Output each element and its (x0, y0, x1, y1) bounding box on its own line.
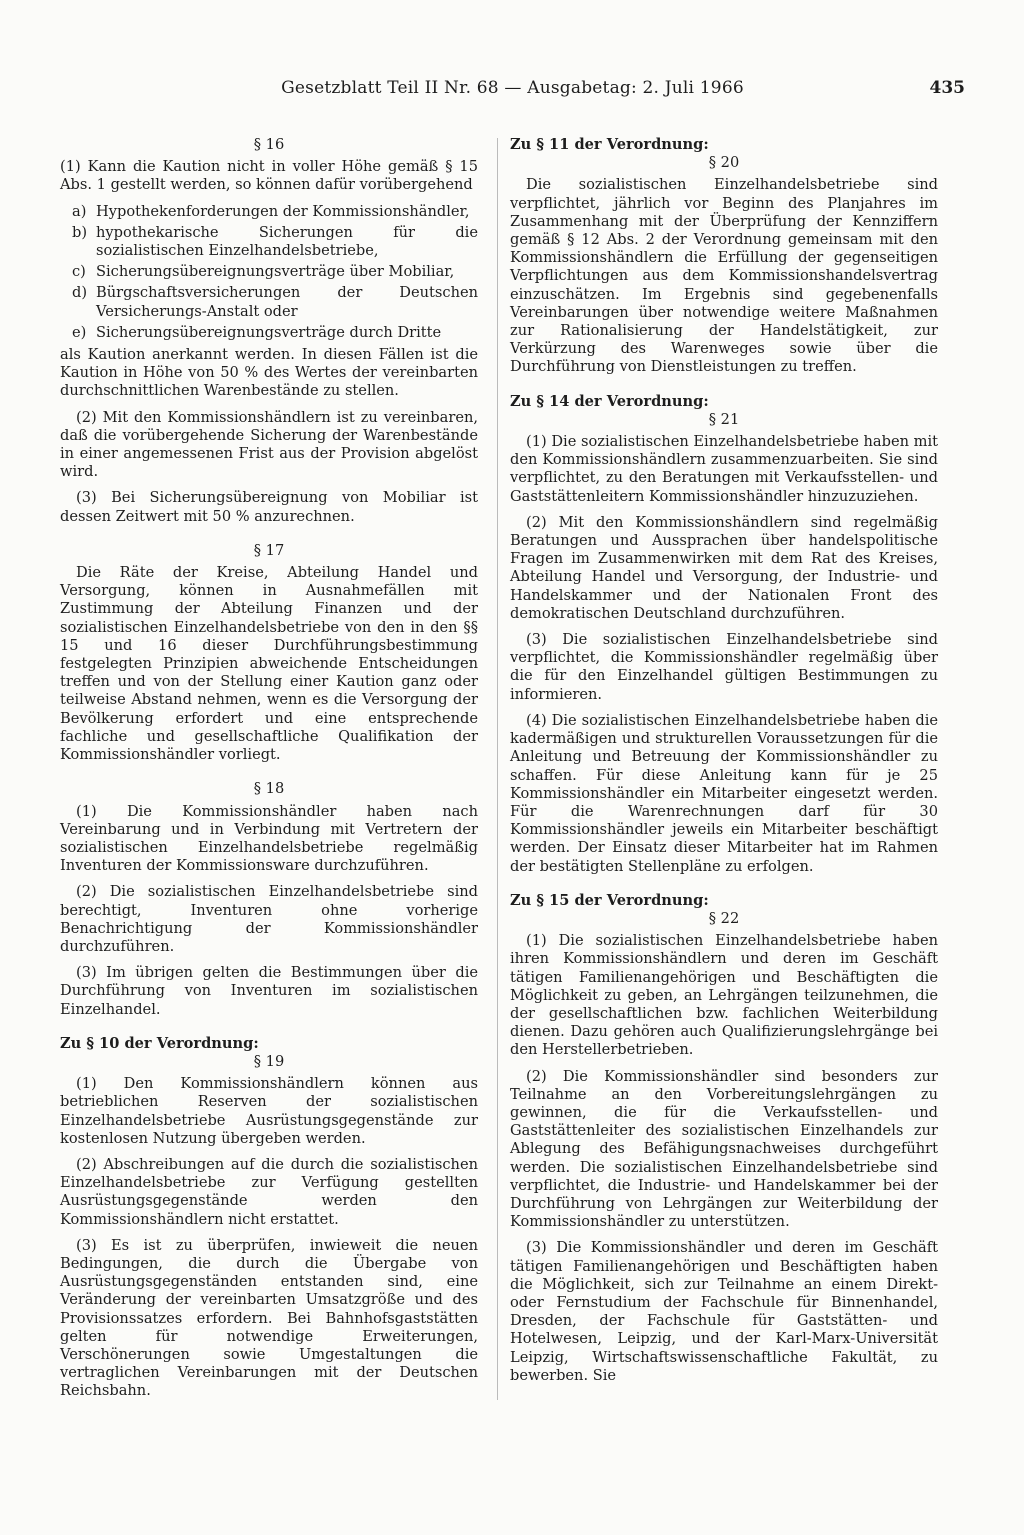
page-number: 435 (929, 78, 965, 98)
list-item (60, 224, 478, 260)
page-header (60, 78, 965, 106)
s21-paragraph-2: (2) Mit den Kommissionshändlern sind regelmäßig Beratungen und Aussprachen über handelspolitische Fragen im Zusammenwirken mit dem Rat des Kreises, Abteilung Handel und Versorgung, der Industrie- und Handelskammer und der Nationalen Front des demokratischen Deutschland durchzuführen. (510, 513, 938, 622)
heading-zu-10: Zu § 10 der Verordnung: (60, 1034, 259, 1052)
s17-paragraph-1: Die Räte der Kreise, Abteilung Handel und Versorgung, können in Ausnahmefällen mit Zustimmung der Abteilung Finanzen und der sozialistischen Einzelhandelsbetriebe von den in den §§ 15 und 16 dieser Durchführungsbestimmung festgelegten Prinzipien abweichende Entscheidungen treffen und von der Stellung einer Kaution ganz oder teilweise Abstand nehmen, wenn es die Versorgung der Bevölkerung erfordert und eine entsprechende fachliche und gesellschaftliche Qualifikation der Kommissionshändler vorliegt. (60, 564, 478, 764)
item-text: Sicherungsübereignungsverträge über Mobiliar, (96, 263, 455, 281)
s21-paragraph-4: (4) Die sozialistischen Einzelhandelsbetriebe haben die kadermäßigen und strukturellen Voraussetzungen für die Anleitung und Betreuung der Kommissionshändler zu schaffen. Für diese Anleitung kann für je 25 Kommissionshändler ein Mitarbeiter eingesetzt werden. Für die Warenrechnungen darf für 30 Kommissionshändler jeweils ein Mitarbeiter beschäftigt werden. Der Einsatz dieser Mitarbeiter hat im Rahmen der bestätigten Stellenpläne zu erfolgen. (510, 711, 938, 875)
s21-paragraph-1: (1) Die sozialistischen Einzelhandelsbetriebe haben mit den Kommissionshändlern zusammenzuarbeiten. Sie sind verpflichtet, zu den Beratungen mit Verkaufsstellen- und Gaststättenleitern Kommissionshändler hinzuzuziehen. (510, 433, 938, 505)
s21-paragraph-3: (3) Die sozialistischen Einzelhandelsbetriebe sind verpflichtet, die Kommissionshändler regelmäßig über die für den Einzelhandel gültigen Bestimmungen zu informieren. (510, 631, 938, 703)
s16-item-list (60, 203, 478, 342)
heading-zu-15: Zu § 15 der Verordnung: (510, 891, 709, 909)
section-title-17: § 17 (253, 541, 285, 559)
item-text: Bürgschaftsversicherungen der Deutschen Versicherungs-Anstalt oder (96, 284, 478, 320)
item-text: Hypothekenforderungen der Kommissionshändler, (96, 202, 470, 220)
s18-paragraph-2: (2) Die sozialistischen Einzelhandelsbetriebe sind berechtigt, Inventuren ohne vorherige Benachrichtigung der Kommissionshändler durchzuführen. (60, 883, 478, 955)
item-label: d) (72, 284, 88, 302)
list-item (60, 203, 478, 221)
section-title-22: § 22 (708, 909, 740, 927)
item-label: b) (72, 223, 88, 241)
s18-paragraph-1: (1) Die Kommissionshändler haben nach Vereinbarung und in Verbindung mit Vertretern der sozialistischen Einzelhandelsbetriebe regelmäßig Inventuren der Kommissionsware durchzuführen. (60, 802, 478, 875)
section-title-16: § 16 (253, 136, 285, 153)
s18-paragraph-3: (3) Im übrigen gelten die Bestimmungen über die Durchführung von Inventuren im sozialistischen Einzelhandel. (60, 964, 478, 1018)
item-text: hypothekarische Sicherungen für die sozialistischen Einzelhandelsbetriebe, (96, 223, 478, 260)
s16-paragraph-1-intro: (1) Kann die Kaution nicht in voller Höhe gemäß § 15 Abs. 1 gestellt werden, so können dafür vorübergehend (60, 158, 478, 194)
list-item (60, 263, 478, 281)
section-title-21: § 21 (708, 410, 740, 428)
item-text: Sicherungsübereignungsverträge durch Dritte (96, 323, 442, 341)
section-title-18: § 18 (253, 780, 285, 798)
s19-paragraph-3: (3) Es ist zu überprüfen, inwieweit die neuen Bedingungen, die durch die Übergabe von Ausrüstungsgegenständen entstanden sind, eine Veränderung der vereinbarten Umsatzgröße und des Provisionssatzes erfordern. Bei Bahnhofsgaststätten gelten für notwendige Erweiterungen, Verschönerungen sowie Umgestaltungen die vertraglichen Vereinbarungen mit der Deutschen Reichsbahn. (60, 1236, 478, 1400)
item-label: a) (72, 202, 87, 220)
list-item (60, 284, 478, 320)
s22-paragraph-2: (2) Die Kommissionshändler sind besonders zur Teilnahme an den Vorbereitungslehrgängen zu gewinnen, die für die Verkaufsstellen- und Gaststättenleiter des sozialistischen Einzelhandels zur Ablegung des Befähigungsnachweises durchgeführt werden. Die sozialistischen Einzelhandelsbetriebe sind verpflichtet, die Industrie- und Handelskammer bei der Durchführung von Lehrgängen zur Weiterbildung der Kommissionshändler zu unterstützen. (510, 1067, 938, 1231)
item-label: c) (72, 263, 86, 281)
item-label: e) (72, 323, 87, 341)
s22-paragraph-1: (1) Die sozialistischen Einzelhandelsbetriebe haben ihren Kommissionshändlern und deren im Geschäft tätigen Familienangehörigen und Beschäftigten die Möglichkeit zu geben, an Lehrgängen teilzunehmen, die der gesellschaftlichen bzw. fachlichen Weiterbildung dienen. Dazu gehören auch Qualifizierungslehrgänge bei den Herstellerbetrieben. (510, 932, 938, 1059)
s19-paragraph-1: (1) Den Kommissionshändlern können aus betrieblichen Reserven der sozialistischen Einzelhandelsbetriebe Ausrüstungsgegenstände zur kostenlosen Nutzung übergeben werden. (60, 1075, 478, 1147)
left-column (60, 136, 478, 1409)
header-title: Gesetzblatt Teil II Nr. 68 — Ausgabetag: 2. Juli 1966 (281, 78, 744, 98)
s20-paragraph-1: Die sozialistischen Einzelhandelsbetriebe sind verpflichtet, jährlich vor Beginn des Planjahres im Zusammenhang mit der Überprüfung der Kennziffern gemäß § 12 Abs. 2 der Verordnung gemeinsam mit den Kommissionshändlern die Erfüllung der gegenseitigen Verpflichtungen aus dem Kommissionshandelsvertrag einzuschätzen. Im Ergebnis sind gegebenenfalls Vereinbarungen über notwendige weitere Maßnahmen zur Rationalisierung der Handelstätigkeit, zur Verkürzung des Warenweges sowie über die Durchführung von Dienstleistungen zu treffen. (510, 176, 938, 376)
s22-paragraph-3: (3) Die Kommissionshändler und deren im Geschäft tätigen Familienangehörigen und Beschäftigten haben die Möglichkeit, sich zur Teilnahme an einem Direkt- oder Fernstudium der Fachschule für Binnenhandel, Dresden, der Fachschule für Gaststätten- und Hotelwesen, Leipzig, und der Karl-Marx-Universität Leipzig, Wirtschaftswissenschaftliche Fakultät, zu bewerben. Sie (510, 1239, 938, 1384)
s16-paragraph-3: (3) Bei Sicherungsübereignung von Mobiliar ist dessen Zeitwert mit 50 % anzurechnen. (60, 489, 478, 525)
s19-paragraph-2: (2) Abschreibungen auf die durch die sozialistischen Einzelhandelsbetriebe zur Verfügung gestellten Ausrüstungsgegenstände werden den Kommissionshändlern nicht erstattet. (60, 1155, 478, 1228)
heading-zu-11: Zu § 11 der Verordnung: (510, 136, 709, 153)
list-item (60, 324, 478, 342)
s16-paragraph-1-close: als Kaution anerkannt werden. In diesen Fällen ist die Kaution in Höhe von 50 % des Wertes der vereinbarten durchschnittlichen Warenbestände zu stellen. (60, 346, 478, 400)
right-column (510, 136, 938, 1393)
heading-zu-14: Zu § 14 der Verordnung: (510, 392, 709, 410)
s16-paragraph-2: (2) Mit den Kommissionshändlern ist zu vereinbaren, daß die vorübergehende Sicherung der Warenbestände in einer angemessenen Frist aus der Provision abgelöst wird. (60, 408, 478, 481)
column-divider (497, 138, 498, 1400)
section-title-19: § 19 (253, 1052, 285, 1070)
section-title-20: § 20 (708, 154, 740, 172)
